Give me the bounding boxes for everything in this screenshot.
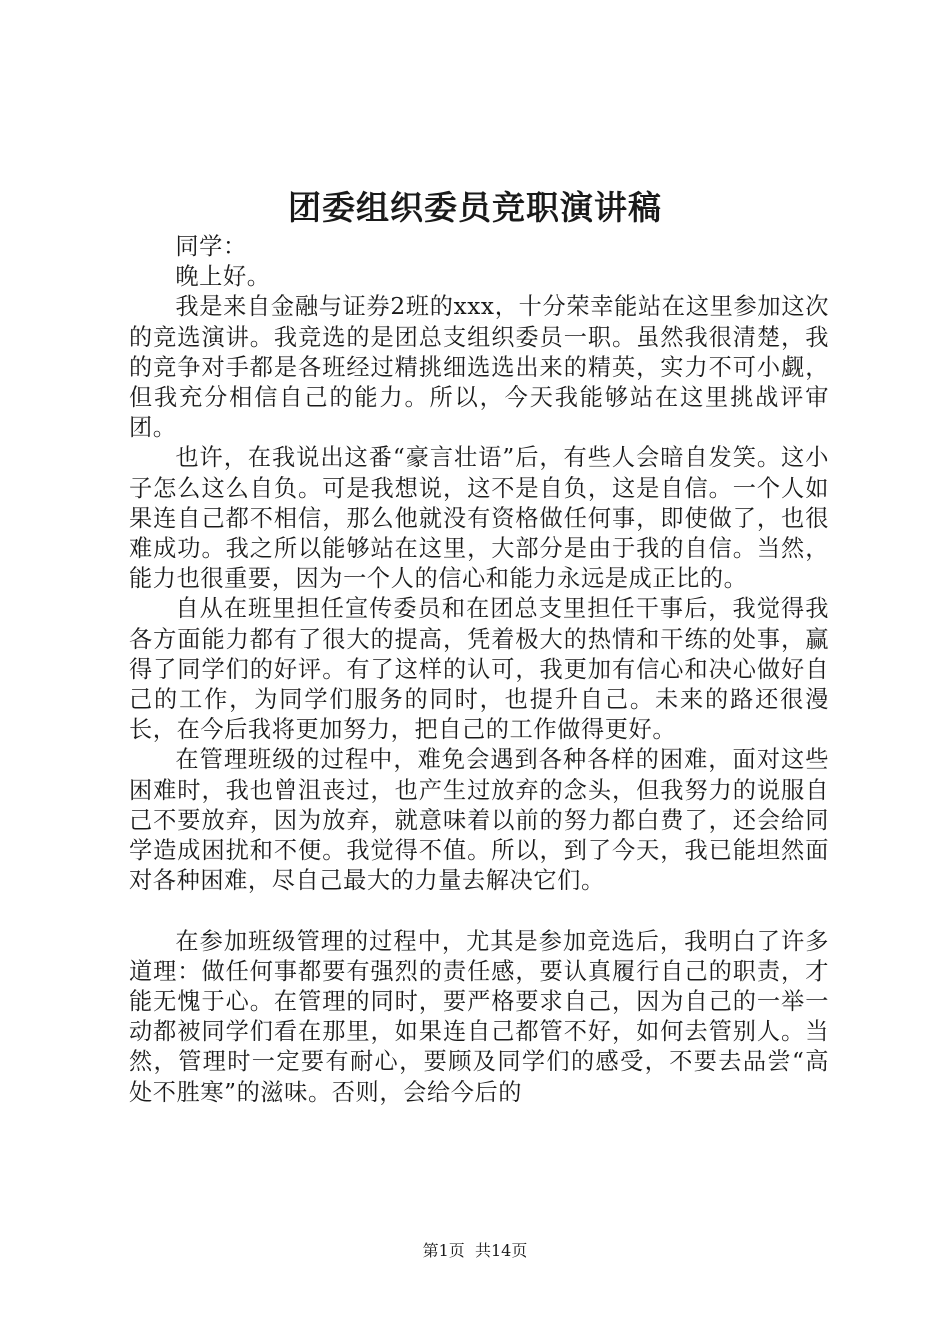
paragraph: 也许，在我说出这番“豪言壮语”后，有些人会暗自发笑。这小子怎么这么自负。可是我想说，这不是自负，这是自信。一个人如果连自己都不相信，那么他就没有资格做任何事，即使做了，也很难成功。我之所以能够站在这里，大部分是由于我的自信。当然，能力也很重要，因为一个人的信心和能力永远是成正比的。	[129, 444, 829, 593]
page-title: 团委组织委员竞职演讲稿	[288, 188, 662, 227]
document-body	[129, 232, 829, 1108]
page-number: 第1页	[422, 1241, 465, 1260]
paragraph: 我是来自金融与证券2班的xxx，十分荣幸能站在这里参加这次的竞选演讲。我竞选的是团总支组织委员一职。虽然我很清楚，我的竞争对手都是各班经过精挑细选选出来的精英，实力不可小觑，但我充分相信自己的能力。所以，今天我能够站在这里挑战评审团。	[129, 293, 829, 442]
greeting: 晚上好。	[175, 263, 271, 291]
page-total: 共14页	[474, 1241, 528, 1260]
paragraph: 在管理班级的过程中，难免会遇到各种各样的困难，面对这些困难时，我也曾沮丧过，也产生过放弃的念头，但我努力的说服自己不要放弃，因为放弃，就意味着以前的努力都白费了，还会给同学造成困扰和不便。我觉得不值。所以，到了今天，我已能坦然面对各种困难，尽自己最大的力量去解决它们。	[129, 746, 829, 895]
paragraph: 自从在班里担任宣传委员和在团总支里担任干事后，我觉得我各方面能力都有了很大的提高，凭着极大的热情和干练的处事，赢得了同学们的好评。有了这样的认可，我更加有信心和决心做好自己的工作，为同学们服务的同时，也提升自己。未来的路还很漫长，在今后我将更加努力，把自己的工作做得更好。	[129, 595, 829, 744]
page-footer	[0, 1240, 950, 1262]
paragraph: 在参加班级管理的过程中，尤其是参加竞选后，我明白了许多道理：做任何事都要有强烈的责任感，要认真履行自己的职责，才能无愧于心。在管理的同时，要严格要求自己，因为自己的一举一动都被同学们看在那里，如果连自己都管不好，如何去管别人。当然，管理时一定要有耐心，要顾及同学们的感受，不要去品尝“高处不胜寒”的滋味。否则，会给今后的	[129, 927, 829, 1106]
salutation: 同学：	[175, 233, 247, 260]
